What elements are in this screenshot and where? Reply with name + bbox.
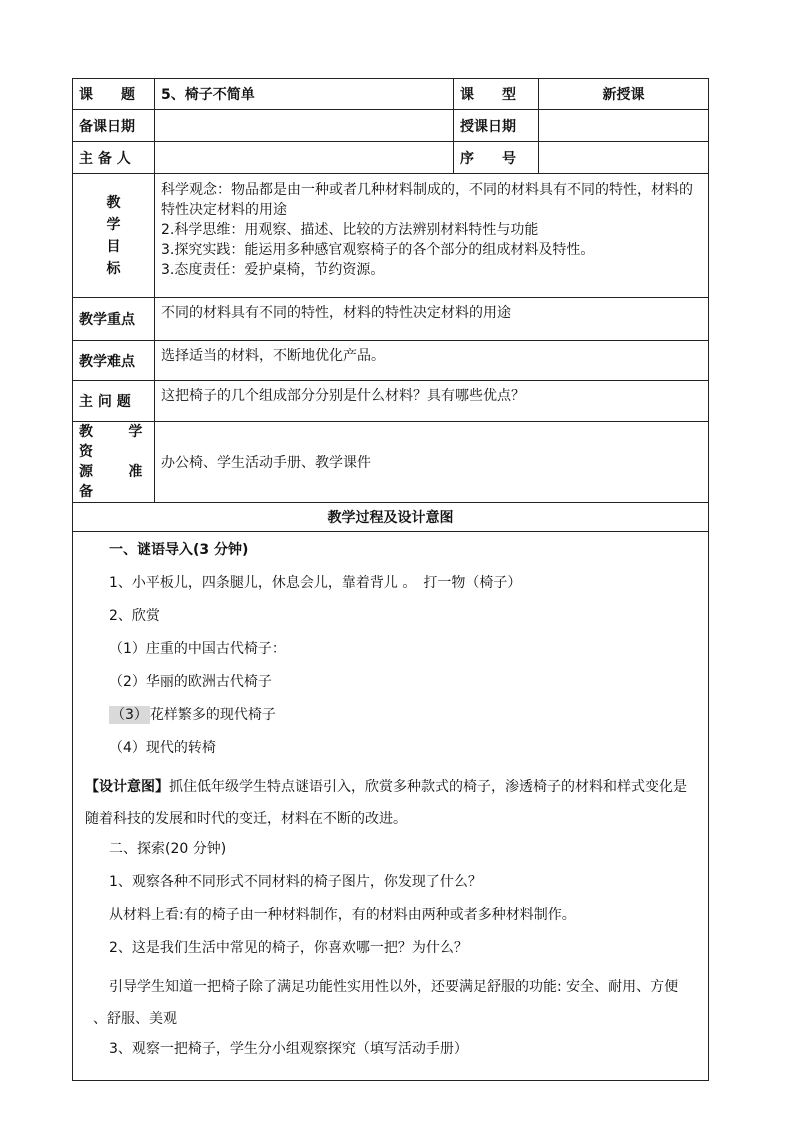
design-intent-label: 【设计意图】 (85, 779, 169, 795)
objectives-label (73, 174, 155, 298)
objectives-content (155, 174, 709, 298)
key-point-label: 教学重点 (73, 298, 155, 341)
section2-title: 二、探索(20 分钟) (109, 841, 227, 857)
topic-row (73, 79, 709, 110)
main-question-value: 这把椅子的几个组成部分分别是什么材料？具有哪些优点？ (155, 381, 709, 422)
s2-item2-answer (85, 971, 696, 1035)
s2-item2: 2、这是我们生活中常见的椅子，你喜欢哪一把？为什么？ (109, 940, 468, 956)
objective-item: 科学观念：物品都是由一种或者几种材料制成的，不同的材料具有不同的特性，材料的特性决定材料的用途 (161, 182, 693, 218)
objectives-label-char: 教 (106, 194, 121, 211)
preparer-value (155, 142, 454, 174)
difficulty-label: 教学难点 (73, 341, 155, 381)
objectives-label-char: 标 (106, 260, 121, 277)
objective-item: 3.态度责任：爱护桌椅，节约资源。 (161, 262, 385, 278)
resources-row (73, 422, 709, 503)
date-row (73, 110, 709, 142)
s1-sub1: （1）庄重的中国古代椅子： (109, 641, 286, 657)
difficulty-value: 选择适当的材料，不断地优化产品。 (155, 341, 709, 381)
resources-label-line: 教 学 资 (79, 424, 148, 460)
process-title: 教学过程及设计意图 (73, 503, 709, 532)
process-content (73, 532, 709, 1081)
preparer-row (73, 142, 709, 174)
resources-value: 办公椅、学生活动手册、教学课件 (155, 422, 709, 503)
s1-sub3-mark: （3） (111, 707, 148, 723)
objectives-label-char: 目 (106, 238, 121, 255)
s1-item2: 2、欣赏 (109, 608, 160, 624)
prep-date-label: 备课日期 (73, 110, 155, 142)
key-point-row (73, 298, 709, 341)
serial-value (539, 142, 709, 174)
teach-date-label: 授课日期 (454, 110, 539, 142)
design-intent-text: 抓住低年级学生特点谜语引入，欣赏多种款式的椅子，渗透椅子的材料和样式变化是随着科技的发展和时代的变迁，材料在不断的改进。 (85, 779, 687, 827)
s1-sub3-text: 花样繁多的现代椅子 (149, 707, 276, 723)
objective-item: 2.科学思维：用观察、描述、比较的方法辨别材料特性与功能 (161, 222, 539, 238)
difficulty-row (73, 341, 709, 381)
s2-item1-answer: 从材料上看:有的椅子由一种材料制作，有的材料由两种或者多种材料制作。 (109, 907, 576, 923)
preparer-label: 主 备 人 (73, 142, 155, 174)
s2-item2-answer-text: 引导学生知道一把椅子除了满足功能性实用性以外，还要满足舒服的功能: 安全、耐用、方便 、舒服、美观 (93, 979, 679, 1027)
topic-label: 课 题 (73, 79, 155, 110)
s2-item1: 1、观察各种不同形式不同材料的椅子图片，你发现了什么？ (109, 874, 482, 890)
s1-item1: 1、小平板儿，四条腿儿，休息会儿，靠着背儿 。 打一物（椅子） (109, 575, 522, 591)
s1-sub3 (85, 705, 696, 725)
objective-item: 3.探究实践：能运用多种感官观察椅子的各个部分的组成材料及特性。 (161, 242, 595, 258)
prep-date-value (155, 110, 454, 142)
type-value: 新授课 (539, 79, 709, 110)
key-point-value: 不同的材料具有不同的特性，材料的特性决定材料的用途 (155, 298, 709, 341)
type-label: 课 型 (454, 79, 539, 110)
s1-sub2: （2）华丽的欧洲古代椅子 (109, 674, 272, 690)
serial-label: 序 号 (454, 142, 539, 174)
s1-sub4: （4）现代的转椅 (109, 740, 216, 756)
main-question-label: 主 问 题 (73, 381, 155, 422)
teach-date-value (539, 110, 709, 142)
objectives-row (73, 174, 709, 298)
design-intent (85, 771, 696, 835)
resources-label (73, 422, 155, 503)
topic-value: 5、椅子不简单 (155, 79, 454, 110)
section1-title: 一、谜语导入(3 分钟) (109, 542, 249, 558)
process-content-row (73, 532, 709, 1081)
objectives-label-char: 学 (106, 216, 121, 233)
resources-label-line: 源 准 备 (79, 464, 148, 500)
lesson-plan-table (72, 78, 709, 1081)
main-question-row (73, 381, 709, 422)
process-title-row (73, 503, 709, 532)
s2-item3: 3、观察一把椅子，学生分小组观察探究（填写活动手册） (109, 1041, 468, 1057)
